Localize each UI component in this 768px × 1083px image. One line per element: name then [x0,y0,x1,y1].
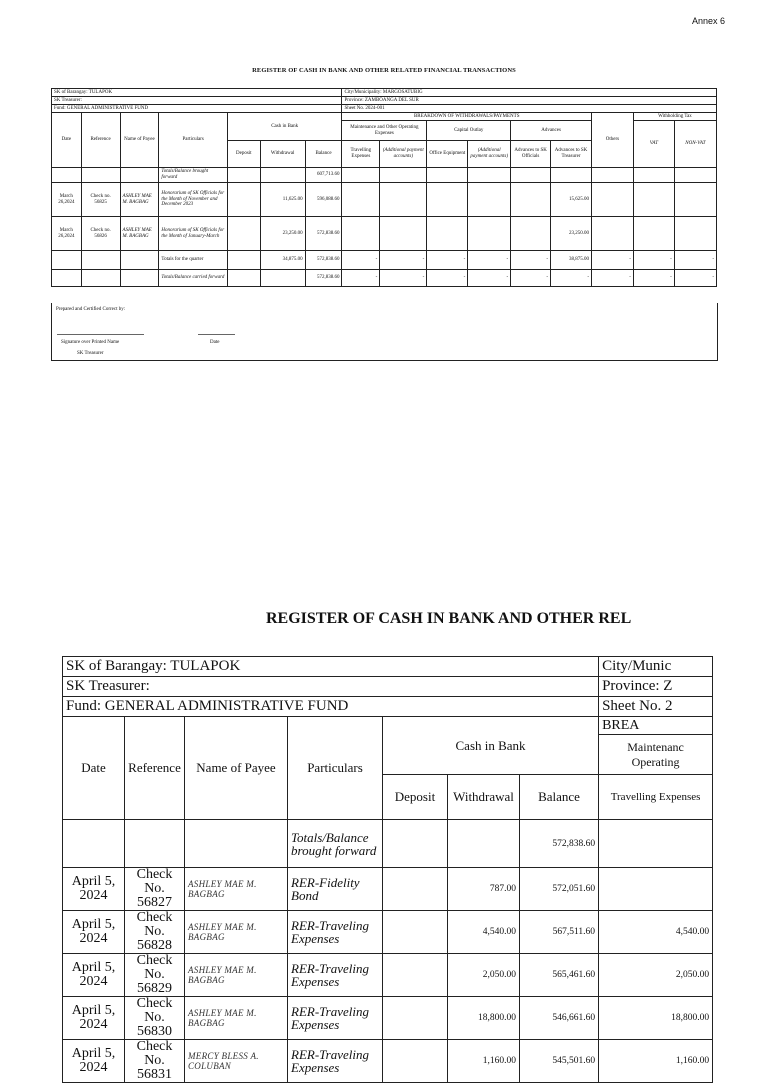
col-reference-zoomed: Reference [125,717,185,820]
row-dash: - [511,270,551,287]
col-advances: Advances [511,121,592,141]
province: Province: ZAMBOANGA DEL SUR [342,97,717,105]
table-row [52,183,717,217]
signature-line [57,334,144,335]
row-withdrawal: 23,250.00 [260,217,305,251]
row-date [52,168,82,183]
row-particulars: RER-Traveling Expenses [288,954,383,997]
row-travel: 18,800.00 [599,997,713,1040]
row-dash: - [427,270,468,287]
signature-label: Signature over Printed Name [61,340,120,345]
col-travelling: Travelling Expenses [342,141,380,168]
row-date: April 5, 2024 [63,1040,125,1083]
col-cash-in-bank: Cash in Bank [227,113,342,141]
maint-partial-text: Maintenanc [627,740,684,755]
row-reference [125,820,185,868]
sk-barangay-zoomed: SK of Barangay: TULAPOK [63,657,599,677]
col-breakdown-partial: BREA [599,717,713,735]
col-non-vat: NON-VAT [674,121,716,168]
document-title-zoomed: REGISTER OF CASH IN BANK AND OTHER REL [266,610,632,627]
table-row [63,997,713,1040]
row-date: April 5, 2024 [63,997,125,1040]
row-withdrawal: 11,625.00 [260,183,305,217]
row-date: April 5, 2024 [63,911,125,954]
col-maint-other: Maintenance and Other Operating Expenses [342,121,427,141]
col-capital-outlay: Capital Outlay [427,121,511,141]
row-balance: 572,838.60 [305,217,342,251]
row-payee: ASHLEY MAE M. BAGBAG [185,868,288,911]
sheet-no: Sheet No. 2024-001 [342,105,717,113]
col-withdrawal: Withdrawal [260,141,305,168]
row-reference: Check no. 56826 [81,217,120,251]
row-balance: 596,088.60 [305,183,342,217]
fund-zoomed: Fund: GENERAL ADMINISTRATIVE FUND [63,697,599,717]
col-balance: Balance [305,141,342,168]
row-payee [185,820,288,868]
row-dash: - [633,270,674,287]
date-label: Date [210,340,220,345]
row-dash: - [427,251,468,270]
row-balance: 565,461.60 [520,954,599,997]
row-particulars: Totals for the quarter [159,251,228,270]
sk-treasurer-zoomed: SK Treasurer: [63,677,599,697]
col-date-zoomed: Date [63,717,125,820]
table-row [52,217,717,251]
city-partial: City/Munic [599,657,713,677]
row-withdrawal [260,168,305,183]
table-row [52,168,717,183]
row-dash: - [551,270,592,287]
col-breakdown: BREAKDOWN OF WITHDRAWALS/PAYMENTS [342,113,592,121]
row-payee [120,168,159,183]
row-dash: - [511,251,551,270]
province-partial: Province: Z [599,677,713,697]
row-adv-treasurer: 15,625.00 [551,183,592,217]
col-withholding: Withholding Tax [633,113,716,121]
row-balance: 567,511.60 [520,911,599,954]
row-adv-treasurer: 38,875.00 [551,251,592,270]
row-particulars: Totals/Balance brought forward [159,168,228,183]
col-adv-sk-officials: Advances to SK Officials [511,141,551,168]
col-others: Others [591,113,633,168]
row-date: April 5, 2024 [63,954,125,997]
row-withdrawal [448,820,520,868]
col-date: Date [52,113,82,168]
row-dash: - [591,251,633,270]
operating-partial-text: Operating [631,754,680,769]
row-withdrawal: 34,875.00 [260,251,305,270]
row-particulars: RER-Traveling Expenses [288,997,383,1040]
row-travel [599,820,713,868]
row-date: March 26,2024 [52,183,82,217]
row-balance: 546,661.60 [520,997,599,1040]
col-adv-sk-treasurer: Advances to SK Treasurer [551,141,592,168]
row-dash: - [591,270,633,287]
row-withdrawal: 787.00 [448,868,520,911]
row-adv-treasurer: 23,250.00 [551,217,592,251]
col-vat: VAT [633,121,674,168]
col-payee: Name of Payee [120,113,159,168]
row-dash: - [380,270,427,287]
col-particulars-zoomed: Particulars [288,717,383,820]
city-municipality: City/Municipality: MARGOSATUBIG [342,89,717,97]
table-row [63,911,713,954]
row-particulars: RER-Traveling Expenses [288,1040,383,1083]
sheet-partial: Sheet No. 2 [599,697,713,717]
row-balance: 572,051.60 [520,868,599,911]
document-title: REGISTER OF CASH IN BANK AND OTHER RELATED FINANCIAL TRANSACTIONS [252,67,516,74]
register-table-large [62,656,713,1083]
col-particulars: Particulars [159,113,228,168]
row-reference: Check no. 56825 [81,183,120,217]
col-cash-in-bank-zoomed: Cash in Bank [383,717,599,775]
row-balance: 545,501.60 [520,1040,599,1083]
row-payee: ASHLEY MAE M. BAGBAG [120,217,159,251]
col-withdrawal-zoomed: Withdrawal [448,775,520,820]
sk-barangay: SK of Barangay: TULAPOK [52,89,342,97]
row-date: March 26,2024 [52,217,82,251]
row-balance: 572,838.60 [305,251,342,270]
row-reference: Check No. 56831 [125,1040,185,1083]
table-row [63,1040,713,1083]
fund: Fund: GENERAL ADMINISTRATIVE FUND [52,105,342,113]
row-particulars: RER-Fidelity Bond [288,868,383,911]
row-withdrawal: 2,050.00 [448,954,520,997]
col-travelling-zoomed: Travelling Expenses [599,775,713,820]
row-payee: MERCY BLESS A. COLUBAN [185,1040,288,1083]
register-zoomed-view [62,656,710,1082]
row-withdrawal: 18,800.00 [448,997,520,1040]
row-dash: - [674,251,716,270]
sk-treasurer: SK Treasurer: [52,97,342,105]
date-line [198,334,235,335]
row-particulars: Totals/Balance carried forward [159,270,228,287]
row-payee: ASHLEY MAE M. BAGBAG [185,911,288,954]
row-travel: 2,050.00 [599,954,713,997]
row-balance: 607,713.60 [305,168,342,183]
col-balance-zoomed: Balance [520,775,599,820]
row-dash: - [380,251,427,270]
row-withdrawal: 4,540.00 [448,911,520,954]
col-office-equipment: Office Equipment [427,141,468,168]
col-additional-payment: (Additional payment accounts) [380,141,427,168]
row-particulars: Totals/Balance brought forward [288,820,383,868]
col-additional-payment-2: (Additional payment accounts) [468,141,511,168]
row-reference [81,168,120,183]
row-dash: - [468,251,511,270]
row-particulars: RER-Traveling Expenses [288,911,383,954]
row-date: April 5, 2024 [63,868,125,911]
table-row [63,954,713,997]
table-row [63,820,713,868]
row-payee: ASHLEY MAE M. BAGBAG [120,183,159,217]
row-reference: Check No. 56828 [125,911,185,954]
row-balance: 572,838.60 [520,820,599,868]
row-dash: - [342,251,380,270]
row-withdrawal: 1,160.00 [448,1040,520,1083]
table-row [63,868,713,911]
row-reference: Check No. 56827 [125,868,185,911]
row-travel: 1,160.00 [599,1040,713,1083]
row-dash: - [633,251,674,270]
row-date [63,820,125,868]
table-row [52,270,717,287]
signature-footer [51,303,718,361]
col-deposit: Deposit [227,141,260,168]
annex-label: Annex 6 [692,16,726,26]
row-particulars: Honorarium of SK Officials for the Month of November and December 2023 [159,183,228,217]
row-payee: ASHLEY MAE M. BAGBAG [185,997,288,1040]
row-travel [599,868,713,911]
row-reference: Check No. 56830 [125,997,185,1040]
row-dash: - [674,270,716,287]
table-row [52,251,717,270]
row-dash: - [468,270,511,287]
prepared-label: Prepared and Certified Correct by: [56,307,126,312]
row-payee: ASHLEY MAE M. BAGBAG [185,954,288,997]
row-adv-treasurer [551,168,592,183]
col-maint-partial [599,735,713,775]
treasurer-label: SK Treasurer [77,351,104,356]
register-table-small [51,88,717,287]
col-payee-zoomed: Name of Payee [185,717,288,820]
col-deposit-zoomed: Deposit [383,775,448,820]
col-reference: Reference [81,113,120,168]
row-particulars: Honorarium of SK Officials for the Month of January-March [159,217,228,251]
row-reference: Check No. 56829 [125,954,185,997]
row-balance: 572,838.60 [305,270,342,287]
row-travel: 4,540.00 [599,911,713,954]
row-dash: - [342,270,380,287]
